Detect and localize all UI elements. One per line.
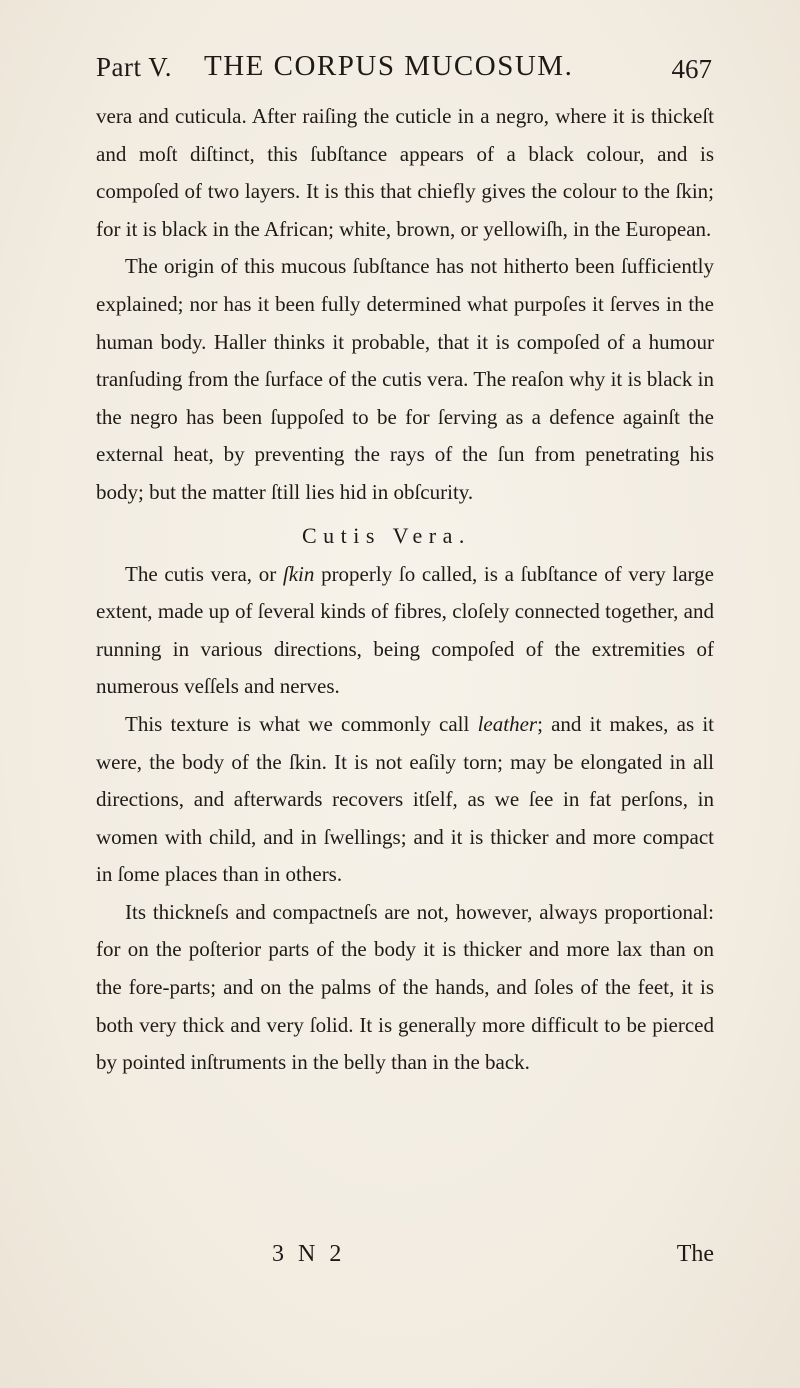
signature-mark: 3 N 2 (272, 1241, 346, 1267)
paragraph-origin (96, 248, 714, 511)
text-run: Its thickneſs and compactneſs are not, however, always proportional: for on the poſterior parts of the body it is thicker and more lax than on the fore-parts; and on the palms of the hands, and ſoles of the feet, it is both very thick and very ſolid. It is generally more difficult to be pierced by pointed inſtruments in the belly than in the back. (96, 899, 714, 1075)
text-run: This texture is what we commonly call (125, 711, 478, 736)
signature-line (96, 1241, 714, 1277)
catchword: The (676, 1241, 714, 1267)
text-run: The cutis vera, or (125, 561, 283, 586)
text-run: ; and it makes, as it were, the body of the ſkin. It is not eaſily torn; may be elongated in all directions, and afterwards recovers itſelf, as we ſee in fat perſons, in women with child, and in ſwellings; and it is thicker and more compact in ſome places than in others. (96, 711, 715, 887)
part-label: Part V. (96, 52, 173, 82)
paragraph-thickness (96, 894, 714, 1082)
section-heading: Cutis Vera. (302, 522, 471, 548)
paragraph-texture (96, 706, 714, 894)
chapter-title: THE CORPUS MUCOSUM. (204, 50, 574, 82)
body-text (96, 98, 714, 1082)
paragraph-continued (96, 98, 714, 248)
italic-term: ſkin (282, 561, 315, 586)
text-run: vera and cuticula. After raiſing the cuticle in a negro, where it is thickeſt and moſt diſtinct, this ſubſtance appears of a black colour, and is compoſed of two layers. It is this that chiefly gives the colour to the ſkin; for it is black in the African; white, brown, or yellowiſh, in the European. (96, 104, 714, 241)
running-head (96, 46, 712, 86)
text-run: properly ſo called, is a ſubſtance of very large extent, made up of ſeveral kinds of fibres, cloſely connected together, and running in various directions, being compoſed of the extremities of numerous veſſels and nerves. (96, 561, 714, 699)
italic-term: leather (477, 711, 538, 736)
paragraph-cutis-vera (96, 556, 714, 706)
text-run: The origin of this mucous ſubſtance has not hitherto been ſufficiently explained; nor has it been fully determined what purpoſes it ſerves in the human body. Haller thinks it probable, that it is compoſed of a humour tranſuding from the ſurface of the cutis vera. The reaſon why it is black in the negro has been ſuppoſed to be for ſerving as a defence againſt the external heat, by preventing the rays of the ſun from penetrating his body; but the matter ſtill lies hid in obſcurity. (96, 254, 714, 504)
page-number: 467 (671, 54, 712, 84)
